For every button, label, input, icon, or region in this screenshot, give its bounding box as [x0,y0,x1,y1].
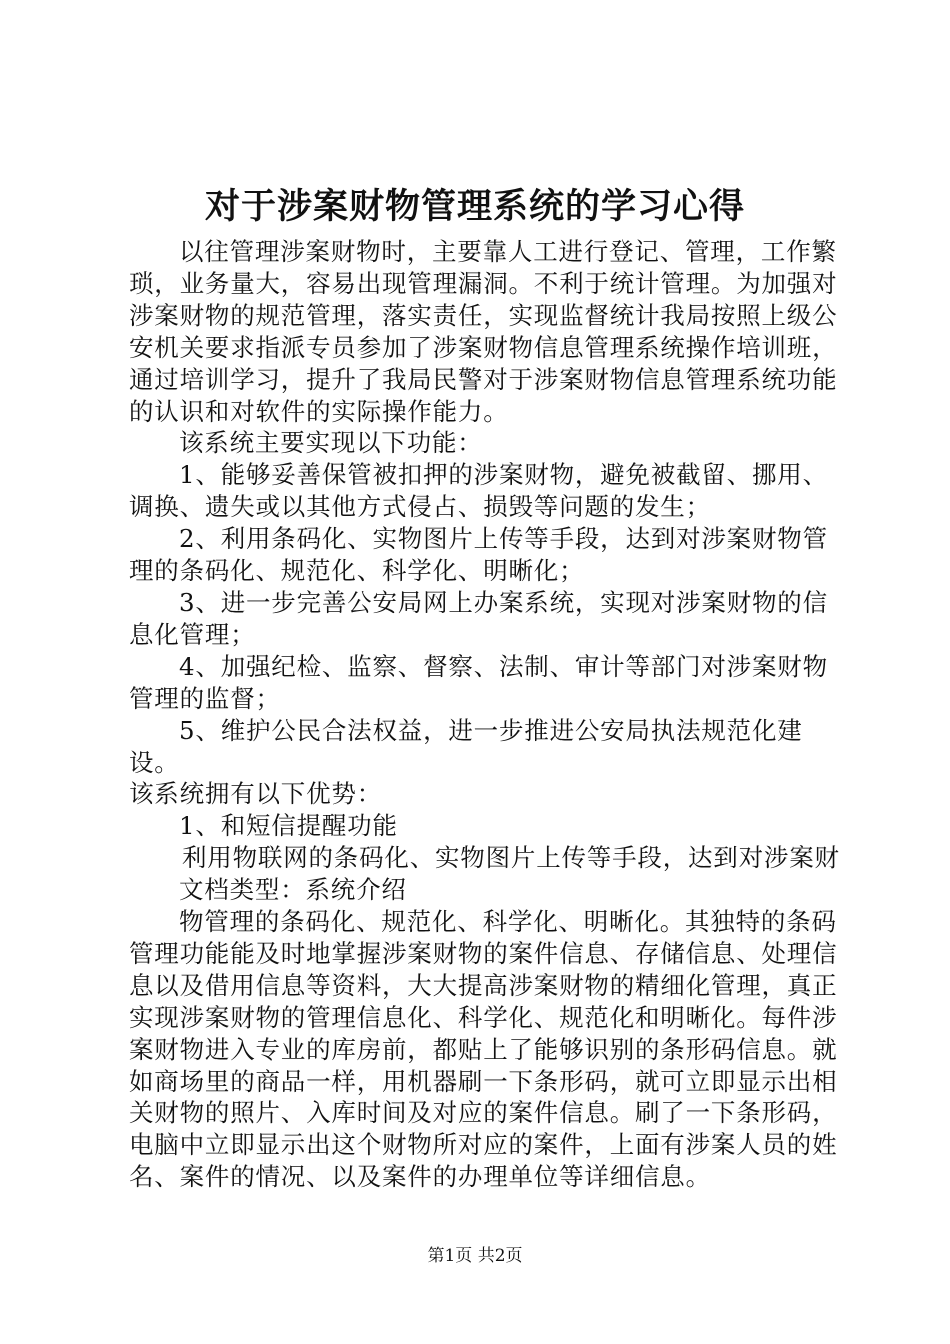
document-title: 对于涉案财物管理系统的学习心得 [204,186,745,227]
advantage-item-1: 1、和短信提醒功能 [179,811,398,841]
function-item-1: 1、能够妥善保管被扣押的涉案财物，避免被截留、挪用、调换、遗失或以其他方式侵占、损毁等问题的发生； [129,460,828,522]
intro-paragraph: 以往管理涉案财物时，主要靠人工进行登记、管理，工作繁琐，业务量大，容易出现管理漏洞。不利于统计管理。为加强对涉案财物的规范管理，落实责任，实现监督统计我局按照上级公安机关要求指派专员参加了涉案财物信息管理系统操作培训班，通过培训学习，提升了我局民警对于涉案财物信息管理系统功能的认识和对软件的实际操作能力。 [129,237,838,426]
functions-heading: 该系统主要实现以下功能： [179,428,483,458]
function-item-5: 5、维护公民合法权益，进一步推进公安局执法规范化建设。 [129,715,803,777]
advantage-description: 利用物联网的条码化、实物图片上传等手段，达到对涉案财 [182,843,840,873]
function-item-3: 3、进一步完善公安局网上办案系统，实现对涉案财物的信息化管理； [129,587,828,649]
advantages-heading: 该系统拥有以下优势： [129,779,382,809]
document-type-line: 文档类型：系统介绍 [179,875,407,905]
document-body [129,236,841,1193]
barcode-paragraph: 物管理的条码化、规范化、科学化、明晰化。其独特的条码管理功能能及时地掌握涉案财物的案件信息、存储信息、处理信息以及借用信息等资料，大大提高涉案财物的精细化管理，真正实现涉案财物的管理信息化、科学化、规范化和明晰化。每件涉案财物进入专业的库房前，都贴上了能够识别的条形码信息。就如商场里的商品一样，用机器刷一下条形码，就可立即显示出相关财物的照片、入库时间及对应的案件信息。刷了一下条形码，电脑中立即显示出这个财物所对应的案件，上面有涉案人员的姓名、案件的情况、以及案件的办理单位等详细信息。 [129,907,838,1192]
function-item-2: 2、利用条码化、实物图片上传等手段，达到对涉案财物管理的条码化、规范化、科学化、明晰化； [129,524,828,586]
function-item-4: 4、加强纪检、监察、督察、法制、审计等部门对涉案财物管理的监督； [129,651,828,713]
page-number-footer: 第1页 共2页 [427,1246,523,1266]
